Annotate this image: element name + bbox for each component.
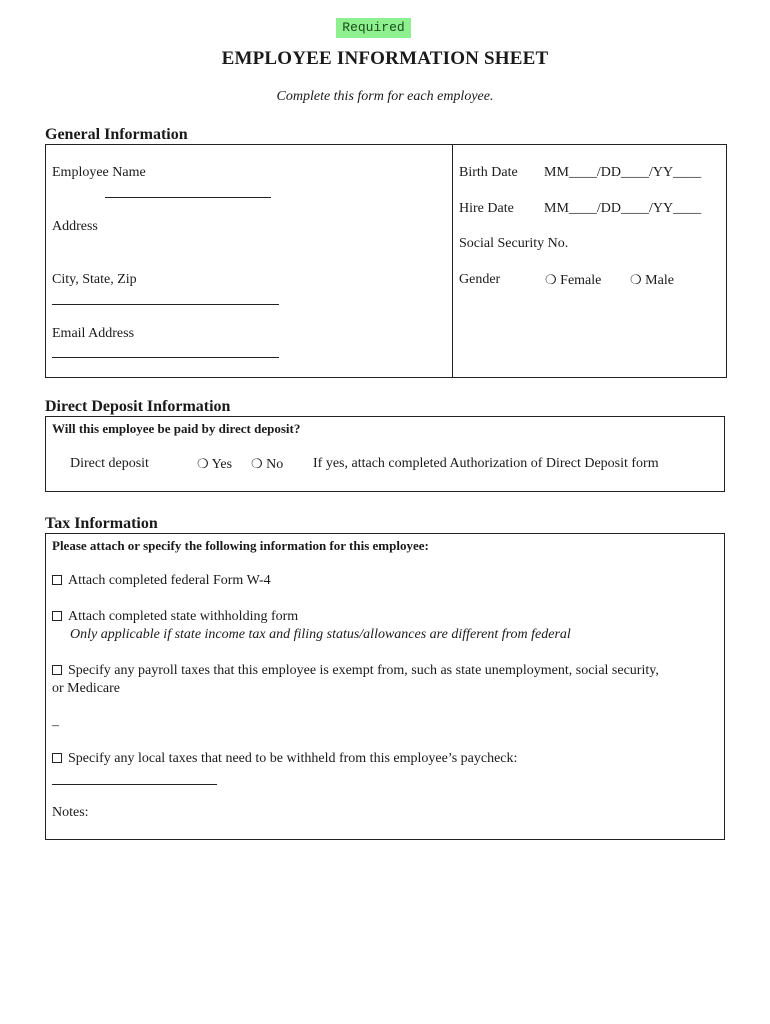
city-state-zip-label: City, State, Zip bbox=[52, 272, 137, 287]
required-badge: Required bbox=[336, 18, 411, 38]
radio-circle-icon[interactable]: ❍ bbox=[251, 456, 263, 471]
page-title: EMPLOYEE INFORMATION SHEET bbox=[221, 48, 549, 69]
deposit-yes[interactable] bbox=[197, 456, 232, 473]
checkbox-icon[interactable] bbox=[52, 575, 62, 585]
tax-item-local[interactable] bbox=[52, 751, 517, 767]
general-divider bbox=[452, 144, 453, 378]
ssn-label: Social Security No. bbox=[459, 236, 569, 251]
tax-dash: – bbox=[52, 718, 59, 733]
email-label: Email Address bbox=[52, 326, 135, 341]
general-heading: General Information bbox=[45, 126, 188, 143]
tax-item-exempt-label: Specify any payroll taxes that this employee is exempt from, such as state unemployment, social security, bbox=[68, 663, 659, 678]
employee-name-label: Employee Name bbox=[52, 165, 146, 180]
tax-item-state[interactable] bbox=[52, 609, 298, 625]
checkbox-icon[interactable] bbox=[52, 753, 62, 763]
deposit-heading: Direct Deposit Information bbox=[45, 398, 231, 415]
tax-item-local-label: Specify any local taxes that need to be withheld from this employee’s paycheck: bbox=[68, 751, 518, 766]
tax-item-w4[interactable] bbox=[52, 573, 271, 589]
tax-item-state-note: Only applicable if state income tax and filing status/allowances are different from federal bbox=[70, 627, 571, 642]
gender-female-label: Female bbox=[560, 273, 602, 288]
birth-date-field[interactable]: MM____/DD____/YY____ bbox=[544, 165, 702, 180]
tax-item-exempt-line2: or Medicare bbox=[52, 681, 121, 696]
checkbox-icon[interactable] bbox=[52, 611, 62, 621]
tax-heading: Tax Information bbox=[45, 515, 158, 532]
deposit-yes-label: Yes bbox=[211, 457, 233, 472]
gender-label: Gender bbox=[459, 272, 501, 287]
employee-name-field[interactable] bbox=[105, 197, 271, 198]
gender-male[interactable] bbox=[630, 272, 674, 289]
tax-instruction: Please attach or specify the following information for this employee: bbox=[52, 538, 429, 553]
deposit-no-label: No bbox=[266, 457, 284, 472]
email-field[interactable] bbox=[52, 357, 279, 358]
radio-circle-icon[interactable]: ❍ bbox=[630, 272, 642, 287]
hire-date-field[interactable]: MM____/DD____/YY____ bbox=[544, 201, 702, 216]
address-label: Address bbox=[52, 219, 98, 234]
radio-circle-icon[interactable]: ❍ bbox=[545, 272, 557, 287]
checkbox-icon[interactable] bbox=[52, 665, 62, 675]
tax-item-state-label: Attach completed state withholding form bbox=[68, 609, 299, 624]
deposit-label: Direct deposit bbox=[70, 456, 149, 471]
tax-item-w4-label: Attach completed federal Form W-4 bbox=[68, 573, 271, 588]
local-taxes-field[interactable] bbox=[52, 784, 217, 785]
deposit-no[interactable] bbox=[251, 456, 283, 473]
gender-female[interactable] bbox=[545, 272, 601, 289]
radio-circle-icon[interactable]: ❍ bbox=[197, 456, 209, 471]
page-subtitle: Complete this form for each employee. bbox=[276, 89, 494, 104]
deposit-note: If yes, attach completed Authorization of Direct Deposit form bbox=[313, 456, 659, 471]
gender-male-label: Male bbox=[645, 273, 674, 288]
city-state-zip-field[interactable] bbox=[52, 304, 279, 305]
notes-label: Notes: bbox=[52, 805, 89, 820]
tax-item-exempt[interactable] bbox=[52, 663, 659, 679]
hire-date-label: Hire Date bbox=[459, 201, 514, 216]
deposit-question: Will this employee be paid by direct deposit? bbox=[52, 421, 301, 436]
birth-date-label: Birth Date bbox=[459, 165, 518, 180]
